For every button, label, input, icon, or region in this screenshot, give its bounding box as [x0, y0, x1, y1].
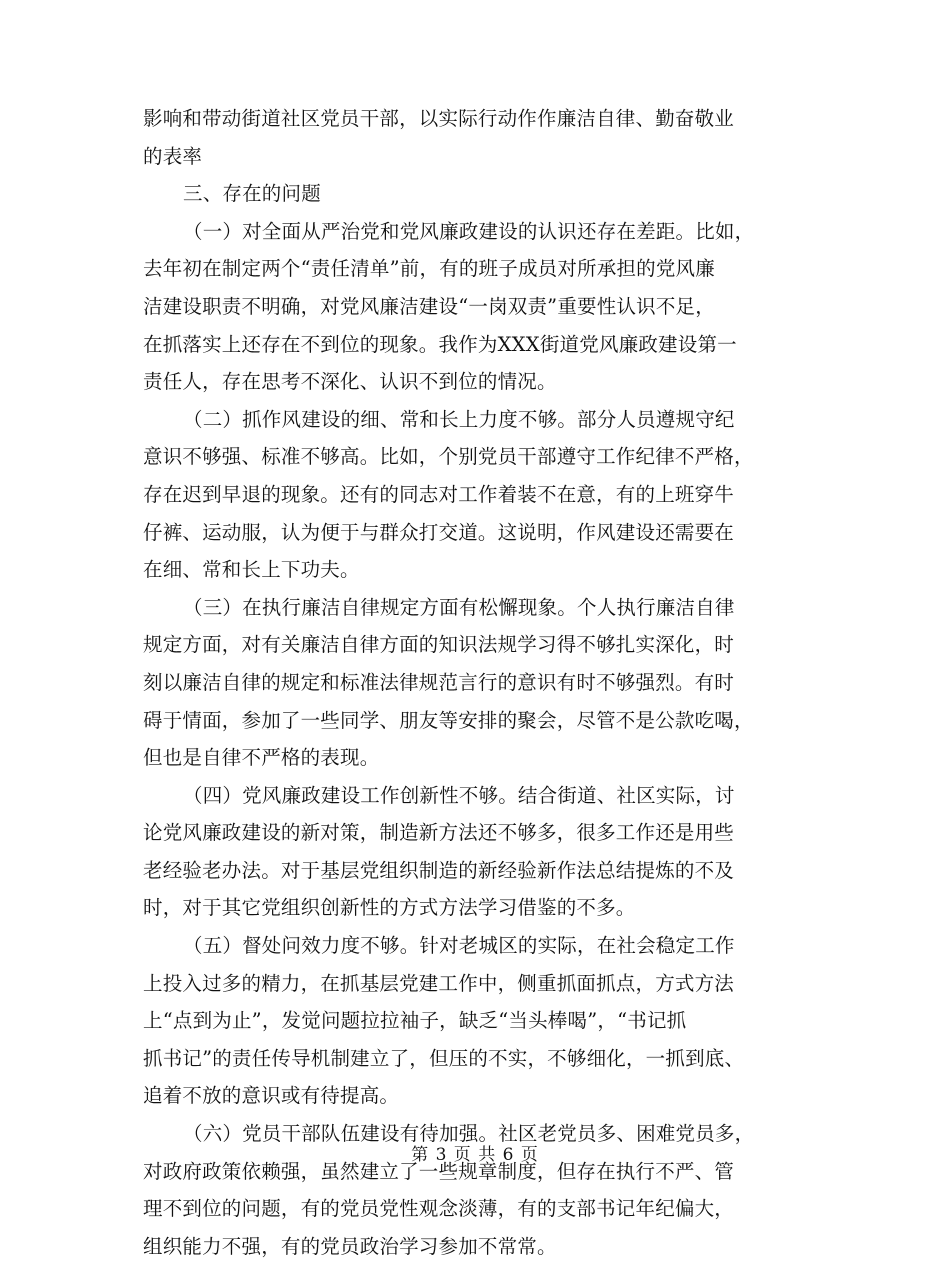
text-line: 碍于情面，参加了一些同学、朋友等安排的聚会，尽管不是公款吃喝， — [143, 708, 754, 732]
text-line: 上投入过多的精力，在抓基层党建工作中，侧重抓面抓点，方式方法 — [143, 971, 735, 995]
text-line: 但也是自律不严格的表现。 — [143, 746, 380, 770]
text-line: 去年初在制定两个“责任清单”前，有的班子成员对所承担的党风廉 — [143, 257, 715, 281]
text-line: 影响和带动街道社区党员干部，以实际行动作作廉洁自律、勤奋敬业 — [143, 107, 735, 130]
text-line: 刻以廉洁自律的规定和标准法律规范言行的意识有时不够强烈。有时 — [143, 670, 735, 694]
text-line: 上“点到为止”，发觉问题拉拉袖子，缺乏“当头棒喝”，“书记抓 — [143, 1009, 687, 1033]
text-line: 仔裤、运动服，认为便于与群众打交道。这说明，作风建设还需要在 — [143, 520, 735, 544]
text-line: 理不到位的问题，有的党员党性观念淡薄，有的支部书记年纪偏大， — [143, 1197, 735, 1221]
text-line: （三）在执行廉洁自律规定方面有松懈现象。个人执行廉洁自律 — [183, 595, 735, 619]
text-line: 存在迟到早退的现象。还有的同志对工作着装不在意，有的上班穿牛 — [143, 482, 735, 506]
text-line: （五）督处问效力度不够。针对老城区的实际，在社会稳定工作 — [183, 934, 735, 958]
text-line: 洁建设职责不明确，对党风廉洁建设“一岗双责”重要性认识不足， — [143, 294, 715, 318]
text-line: 时，对于其它党组织创新性的方式方法学习借鉴的不多。 — [143, 896, 636, 920]
text-line: 三、存在的问题 — [183, 182, 321, 206]
text-line: （四）党风廉政建设工作创新性不够。结合街道、社区实际，讨 — [183, 783, 735, 807]
text-line: 在抓落实上还存在不到位的现象。我作为XXX街道党风廉政建设第一 — [143, 332, 737, 356]
text-line: 责任人，存在思考不深化、认识不到位的情况。 — [143, 370, 557, 394]
text-line: 规定方面，对有关廉洁自律方面的知识法规学习得不够扎实深化，时 — [143, 633, 735, 657]
page-footer: 第 3 页 共 6 页 — [411, 1145, 539, 1165]
text-line: 论党风廉政建设的新对策，制造新方法还不够多，很多工作还是用些 — [143, 821, 735, 845]
document-body — [143, 100, 811, 1265]
text-line: 组织能力不强，有的党员政治学习参加不常常。 — [143, 1234, 557, 1258]
text-line: 追着不放的意识或有待提高。 — [143, 1084, 400, 1108]
text-line: 抓书记”的责任传导机制建立了，但压的不实，不够细化，一抓到底、 — [143, 1046, 745, 1070]
text-line: （一）对全面从严治党和党风廉政建设的认识还存在差距。比如， — [183, 219, 755, 243]
text-line: 对政府政策依赖强，虽然建立了一些规章制度，但存在执行不严、管 — [143, 1159, 735, 1183]
text-line: 老经验老办法。对于基层党组织制造的新经验新作法总结提炼的不及 — [143, 858, 735, 882]
text-line: 在细、常和长上下功夫。 — [143, 558, 360, 582]
text-line: （二）抓作风建设的细、常和长上力度不够。部分人员遵规守纪 — [183, 407, 735, 431]
text-line: （六）党员干部队伍建设有待加强。社区老党员多、困难党员多， — [183, 1122, 755, 1146]
text-line: 的表率 — [143, 144, 203, 168]
text-line: 意识不够强、标准不够高。比如，个别党员干部遵守工作纪律不严格， — [143, 445, 754, 469]
